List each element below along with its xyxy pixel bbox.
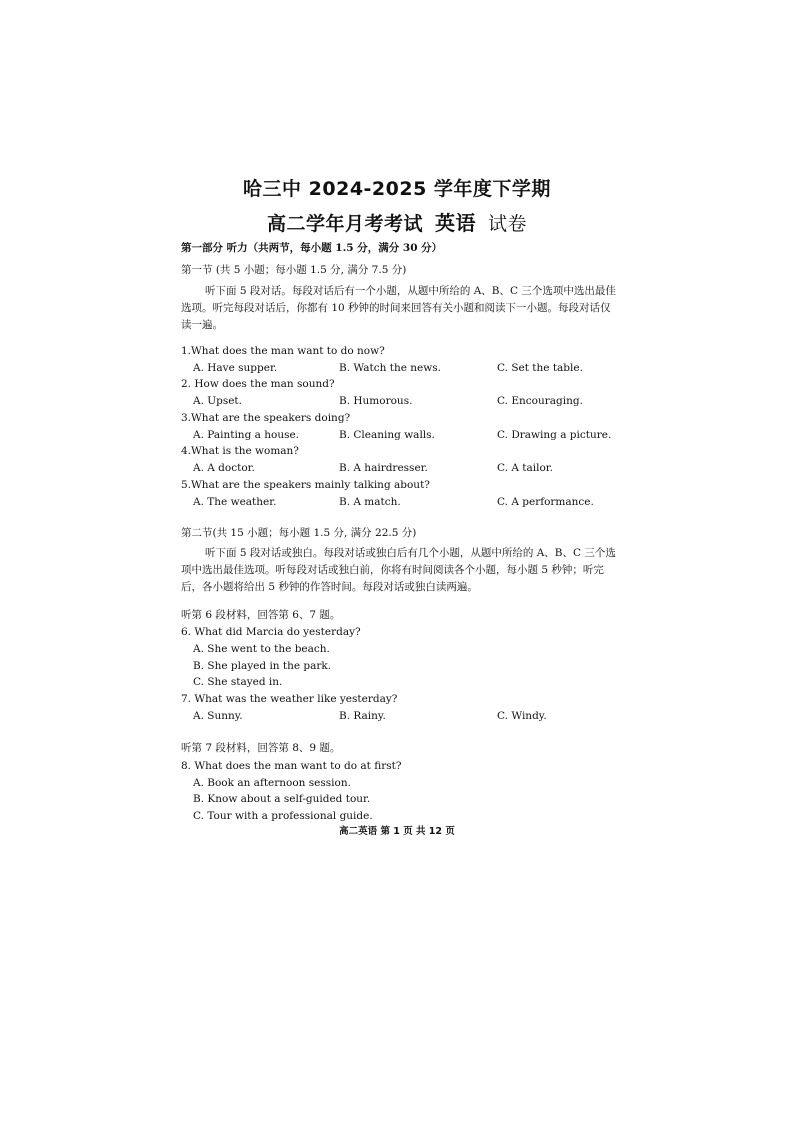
q4-option-b: B. A hairdresser. [339,462,428,474]
q2-option-a: A. Upset. [193,395,242,407]
q4-option-a: A. A doctor. [193,462,255,474]
section1-heading: 第一节 (共 5 小题；每小题 1.5 分, 满分 7.5 分) [181,264,407,276]
question-4: 4.What is the woman? [181,445,299,457]
section2-heading: 第二节(共 15 小题；每小题 1.5 分, 满分 22.5 分) [181,527,417,539]
q8-option-a: A. Book an afternoon session. [193,777,351,789]
q6-option-b: B. She played in the park. [193,660,332,672]
q1-option-a: A. Have supper. [193,362,278,374]
q1-option-b: B. Watch the news. [339,362,441,374]
subtitle-prefix: 高二学年月考考试 [266,213,423,235]
q5-option-b: B. A match. [339,496,401,508]
section1-instructions: 听下面 5 段对话。每段对话后有一个小题，从题中所给的 A、B、C 三个选项中选出最佳选项。听完每段对话后，你都有 10 秒钟的时间来回答有关小题和阅读下一小题。每段对话仅读一遍。 [181,285,616,331]
q3-option-b: B. Cleaning walls. [339,429,435,441]
q6-option-c: C. She stayed in. [193,676,283,688]
question-8: 8. What does the man want to do at first? [181,760,402,772]
question-1: 1.What does the man want to do now? [181,345,385,357]
material-7-instruction: 听第 7 段材料，回答第 8、9 题。 [181,742,341,754]
q7-option-c: C. Windy. [497,710,547,722]
section2-instructions: 听下面 5 段对话或独白。每段对话或独白后有几个小题，从题中所给的 A、B、C 三个选项中选出最佳选项。听每段对话或独白前，你将有时间阅读各个小题，每小题 5 秒钟；听完后，各小题将给出 5 秒钟的作答时间。每段对话或独白读两遍。 [181,547,616,593]
q5-option-a: A. The weather. [193,496,277,508]
q7-option-a: A. Sunny. [193,710,243,722]
q8-option-b: B. Know about a self-guided tour. [193,793,371,805]
q8-option-c: C. Tour with a professional guide. [193,810,373,822]
exam-title: 哈三中 2024-2025 学年度下学期 [243,178,551,200]
question-3: 3.What are the speakers doing? [181,412,351,424]
subject-name: 英语 [435,211,476,235]
page-footer: 高二英语 第 1 页 共 12 页 [339,826,455,837]
q3-option-a: A. Painting a house. [193,429,300,441]
question-5: 5.What are the speakers mainly talking about? [181,479,430,491]
material-6-instruction: 听第 6 段材料，回答第 6、7 题。 [181,609,341,621]
q5-option-c: C. A performance. [497,496,594,508]
question-2: 2. How does the man sound? [181,378,335,390]
exam-subtitle [0,207,794,236]
question-7: 7. What was the weather like yesterday? [181,693,398,705]
q4-option-c: C. A tailor. [497,462,553,474]
q2-option-c: C. Encouraging. [497,395,583,407]
part1-heading: 第一部分 听力（共两节，每小题 1.5 分，满分 30 分） [181,242,443,254]
q2-option-b: B. Humorous. [339,395,413,407]
subtitle-suffix: 试卷 [488,213,528,235]
q7-option-b: B. Rainy. [339,710,386,722]
q3-option-c: C. Drawing a picture. [497,429,612,441]
q6-option-a: A. She went to the beach. [193,643,330,655]
q1-option-c: C. Set the table. [497,362,583,374]
question-6: 6. What did Marcia do yesterday? [181,626,361,638]
